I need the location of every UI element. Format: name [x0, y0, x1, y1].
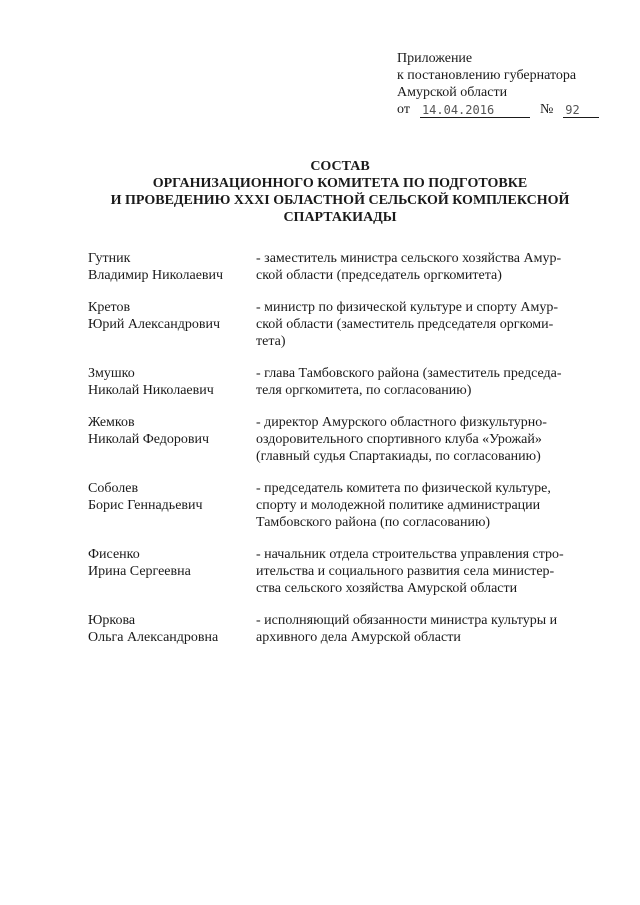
- title-line: СОСТАВ: [310, 159, 370, 174]
- member-role: [256, 250, 593, 284]
- member-role: [256, 299, 593, 350]
- member-surname: Кретов: [88, 300, 131, 315]
- title-line: И ПРОВЕДЕНИЮ XXXI ОБЛАСТНОЙ СЕЛЬСКОЙ КОМПЛЕКСНОЙ: [110, 193, 570, 208]
- member-entry: [88, 546, 593, 597]
- region-name: Амурской области: [397, 85, 508, 100]
- decree-number: 92: [563, 103, 599, 118]
- role-line: - глава Тамбовского района (заместитель председа-: [256, 366, 562, 381]
- member-given-name: Николай Николаевич: [88, 383, 214, 398]
- member-name: [88, 299, 256, 350]
- role-line: оздоровительного спортивного клуба «Урожай»: [256, 432, 542, 447]
- member-surname: Жемков: [88, 415, 135, 430]
- title-line: ОРГАНИЗАЦИОННОГО КОМИТЕТА ПО ПОДГОТОВКЕ: [152, 176, 528, 191]
- member-given-name: Борис Геннадьевич: [88, 498, 203, 513]
- role-line: - начальник отдела строительства управления стро-: [256, 547, 564, 562]
- member-role: [256, 414, 593, 465]
- role-line: ской области (заместитель председателя оргкоми-: [256, 317, 554, 332]
- role-line: ства сельского хозяйства Амурской области: [256, 581, 518, 596]
- title-line: СПАРТАКИАДЫ: [283, 210, 397, 225]
- role-line: Тамбовского района (по согласованию): [256, 515, 491, 530]
- member-entry: [88, 480, 593, 531]
- number-prefix: №: [539, 102, 554, 117]
- role-line: - председатель комитета по физической культуре,: [256, 481, 551, 496]
- role-line: ской области (председатель оргкомитета): [256, 268, 502, 283]
- document-title: [60, 158, 620, 226]
- member-given-name: Николай Федорович: [88, 432, 210, 447]
- role-line: архивного дела Амурской области: [256, 630, 461, 645]
- member-name: [88, 414, 256, 465]
- member-surname: Гутник: [88, 251, 131, 266]
- role-line: - заместитель министра сельского хозяйства Амур-: [256, 251, 562, 266]
- role-line: - директор Амурского областного физкультурно-: [256, 415, 547, 430]
- member-name: [88, 365, 256, 399]
- member-given-name: Ольга Александровна: [88, 630, 219, 645]
- member-role: [256, 365, 593, 399]
- member-role: [256, 546, 593, 597]
- member-given-name: Юрий Александрович: [88, 317, 220, 332]
- member-given-name: Ирина Сергеевна: [88, 564, 191, 579]
- member-entry: [88, 250, 593, 284]
- appendix-header: [397, 50, 617, 118]
- member-surname: Соболев: [88, 481, 139, 496]
- committee-members-list: [88, 250, 593, 661]
- member-name: [88, 546, 256, 597]
- appendix-label: Приложение: [397, 51, 473, 66]
- role-line: теля оргкомитета, по согласованию): [256, 383, 472, 398]
- decree-date: 14.04.2016: [420, 103, 530, 118]
- member-role: [256, 480, 593, 531]
- role-line: - исполняющий обязанности министра культуры и: [256, 613, 558, 628]
- decree-reference: к постановлению губернатора: [397, 68, 577, 83]
- role-line: ительства и социального развития села министер-: [256, 564, 555, 579]
- member-role: [256, 612, 593, 646]
- member-surname: Юркова: [88, 613, 136, 628]
- member-surname: Фисенко: [88, 547, 140, 562]
- member-entry: [88, 365, 593, 399]
- role-line: - министр по физической культуре и спорту Амур-: [256, 300, 559, 315]
- member-surname: Змушко: [88, 366, 135, 381]
- role-line: тета): [256, 334, 286, 349]
- member-name: [88, 480, 256, 531]
- member-entry: [88, 612, 593, 646]
- role-line: спорту и молодежной политике администрации: [256, 498, 541, 513]
- member-name: [88, 250, 256, 284]
- member-entry: [88, 299, 593, 350]
- role-line: (главный судья Спартакиады, по согласованию): [256, 449, 541, 464]
- member-name: [88, 612, 256, 646]
- member-given-name: Владимир Николаевич: [88, 268, 224, 283]
- date-prefix: от: [397, 102, 410, 117]
- decree-date-number: [397, 101, 617, 118]
- member-entry: [88, 414, 593, 465]
